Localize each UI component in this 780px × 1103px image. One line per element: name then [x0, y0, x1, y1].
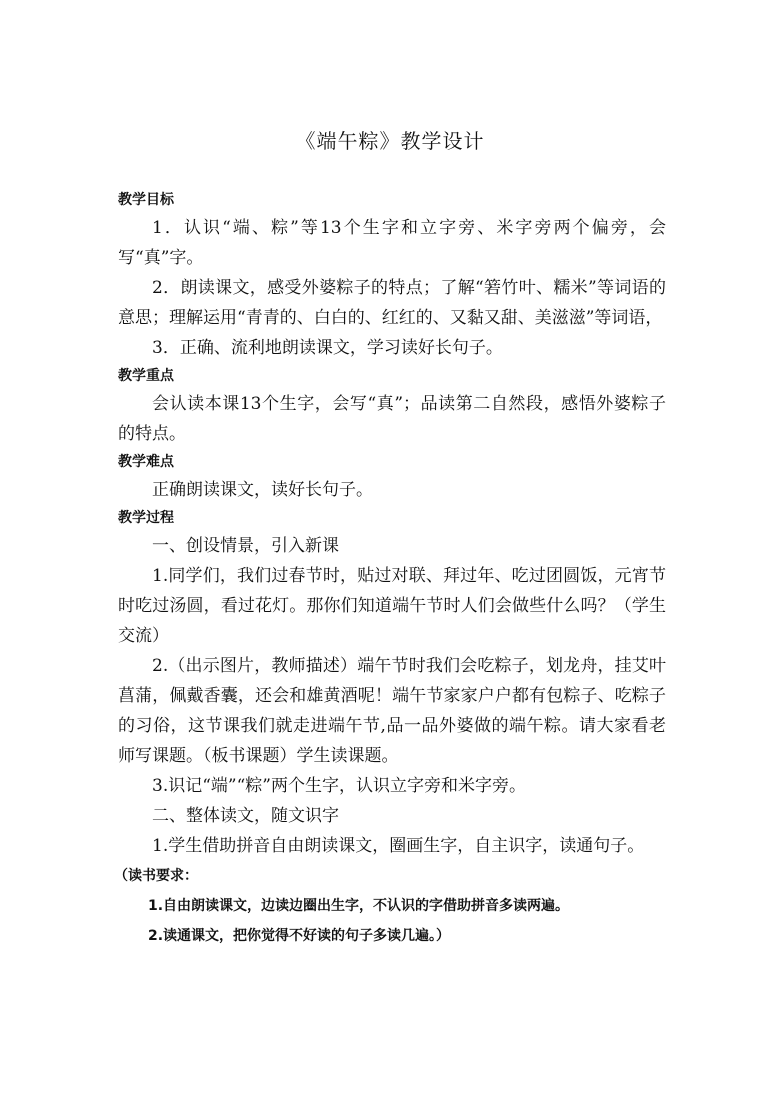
goal-item-2: 2．朗读课文，感受外婆粽子的特点；了解“箬竹叶、糯米”等词语的意思；理解运用“青青的、白白的、红红的、又黏又甜、美滋滋”等词语，	[118, 278, 666, 328]
section-heading-process: 教学过程	[118, 510, 174, 526]
process-step1-paragraph-2: 2.（出示图片，教师描述）端午节时我们会吃粽子，划龙舟，挂艾叶菖蒲，佩戴香囊，还会和雄黄酒呢！端午节家家户户都有包粽子、吃粽子的习俗，这节课我们就走进端午节,品一品外婆做的端午粽。请大家看老师写课题。（板书课题）学生读课题。	[118, 656, 666, 766]
key-points-text: 会认读本课13个生字，会写“真”；品读第二自然段，感悟外婆粽子的特点。	[118, 394, 666, 444]
reading-requirements-heading: （读书要求：	[114, 868, 198, 884]
reading-requirement-1: 1.自由朗读课文，边读边圈出生字，不认识的字借助拼音多读两遍。	[148, 898, 570, 914]
goal-item-1: 1．认识“端、粽”等13个生字和立字旁、米字旁两个偏旁，会写“真”字。	[118, 218, 666, 268]
process-step2-paragraph-1: 1.学生借助拼音自由朗读课文，圈画生字，自主识字，读通句子。	[152, 836, 645, 856]
process-step1-paragraph-3: 3.识记“端”“粽”两个生字，认识立字旁和米字旁。	[152, 776, 526, 796]
goal-item-3: 3．正确、流利地朗读课文，学习读好长句子。	[152, 338, 503, 358]
process-step2-title: 二、整体读文，随文识字	[152, 806, 339, 826]
section-heading-difficulties: 教学难点	[118, 454, 174, 470]
document-body	[114, 187, 666, 951]
process-step1-paragraph-1: 1.同学们，我们过春节时，贴过对联、拜过年、吃过团圆饭，元宵节时吃过汤圆，看过花灯。那你们知道端午节时人们会做些什么吗？（学生交流）	[118, 566, 666, 646]
reading-requirement-2: 2.读通课文，把你觉得不好读的句子多读几遍。）	[148, 928, 451, 944]
document-title: 《端午粽》教学设计	[295, 129, 485, 153]
section-heading-goals: 教学目标	[118, 192, 174, 208]
section-heading-key-points: 教学重点	[118, 368, 174, 384]
difficulties-text: 正确朗读课文，读好长句子。	[152, 480, 373, 500]
process-step1-title: 一、创设情景，引入新课	[152, 536, 339, 556]
